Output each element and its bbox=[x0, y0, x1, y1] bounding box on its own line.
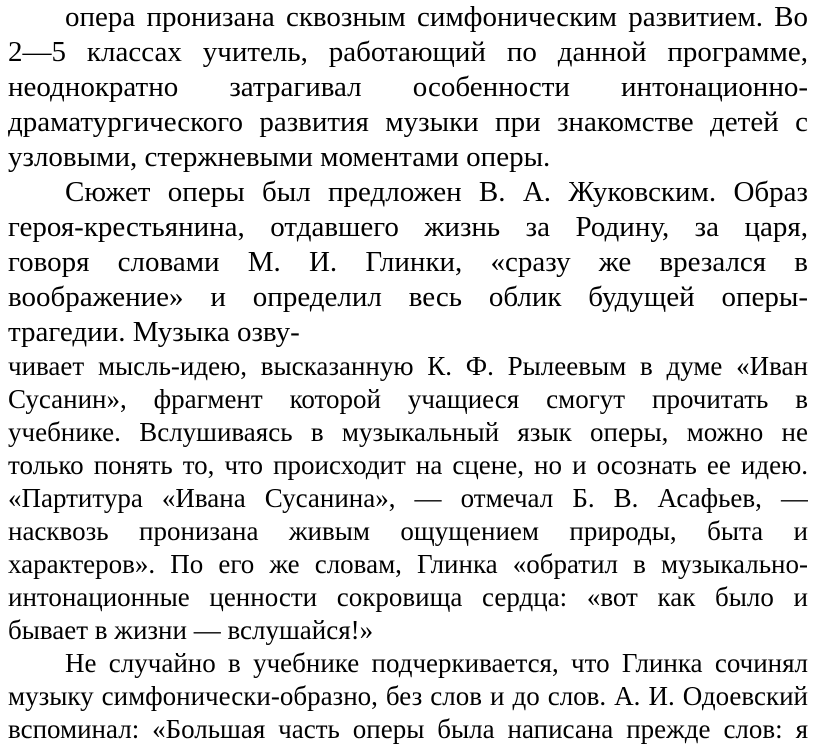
text-line: Не случайно в учебнике подчеркивается, что Глинка сочинял bbox=[65, 648, 808, 678]
text-line: характеров». По его же словам, Глинка «обратил в музыкально- bbox=[8, 549, 808, 579]
text-line: музыку симфонически-образно, без слов и до слов. А. И. Одоевский bbox=[8, 681, 808, 711]
text-line: «Партитура «Ивана Сусанина», — отмечал Б. В. Асафьев, — bbox=[8, 483, 808, 513]
paragraph bbox=[8, 647, 808, 746]
text-line: только понять то, что происходит на сцене, но и осознать ее идею. bbox=[8, 450, 808, 480]
text-line: драматургического развития музыки при знакомстве детей с bbox=[8, 106, 808, 138]
text-line: 2—5 классах учитель, работающий по данной программе, bbox=[8, 36, 808, 68]
text-line: опера пронизана сквозным симфоническим развитием. Во bbox=[65, 1, 808, 33]
text-line: интонационные ценности сокровища сердца: «вот как было и bbox=[8, 582, 808, 612]
text-line: учебнике. Вслушиваясь в музыкальный язык оперы, можно не bbox=[8, 417, 808, 447]
paragraph bbox=[8, 350, 808, 647]
text-line: бывает в жизни — вслушайся!» bbox=[8, 615, 374, 645]
text-line: трагедии. Музыка озву- bbox=[8, 316, 300, 348]
text-line: узловыми, стержневыми моментами оперы. bbox=[8, 141, 551, 173]
text-line: героя-крестьянина, отдавшего жизнь за Родину, за царя, bbox=[8, 211, 808, 243]
text-body bbox=[8, 0, 808, 746]
document-page bbox=[8, 0, 808, 746]
text-line: вспоминал: «Большая часть оперы была написана прежде слов: я bbox=[8, 714, 808, 744]
text-line: Сусанин», фрагмент которой учащиеся смогут прочитать в bbox=[8, 384, 808, 414]
text-line: воображение» и определил весь облик будущей оперы- bbox=[8, 281, 808, 313]
text-line: насквозь пронизана живым ощущением природы, быта и bbox=[8, 516, 808, 546]
text-line: говоря словами М. И. Глинки, «сразу же врезался в bbox=[8, 246, 808, 278]
paragraph bbox=[8, 175, 808, 350]
text-line: неоднократно затрагивал особенности интонационно- bbox=[8, 71, 808, 103]
text-line: чивает мысль-идею, высказанную К. Ф. Рылеевым в думе «Иван bbox=[8, 351, 808, 381]
paragraph bbox=[8, 0, 808, 175]
text-line: Сюжет оперы был предложен В. А. Жуковским. Образ bbox=[65, 176, 808, 208]
